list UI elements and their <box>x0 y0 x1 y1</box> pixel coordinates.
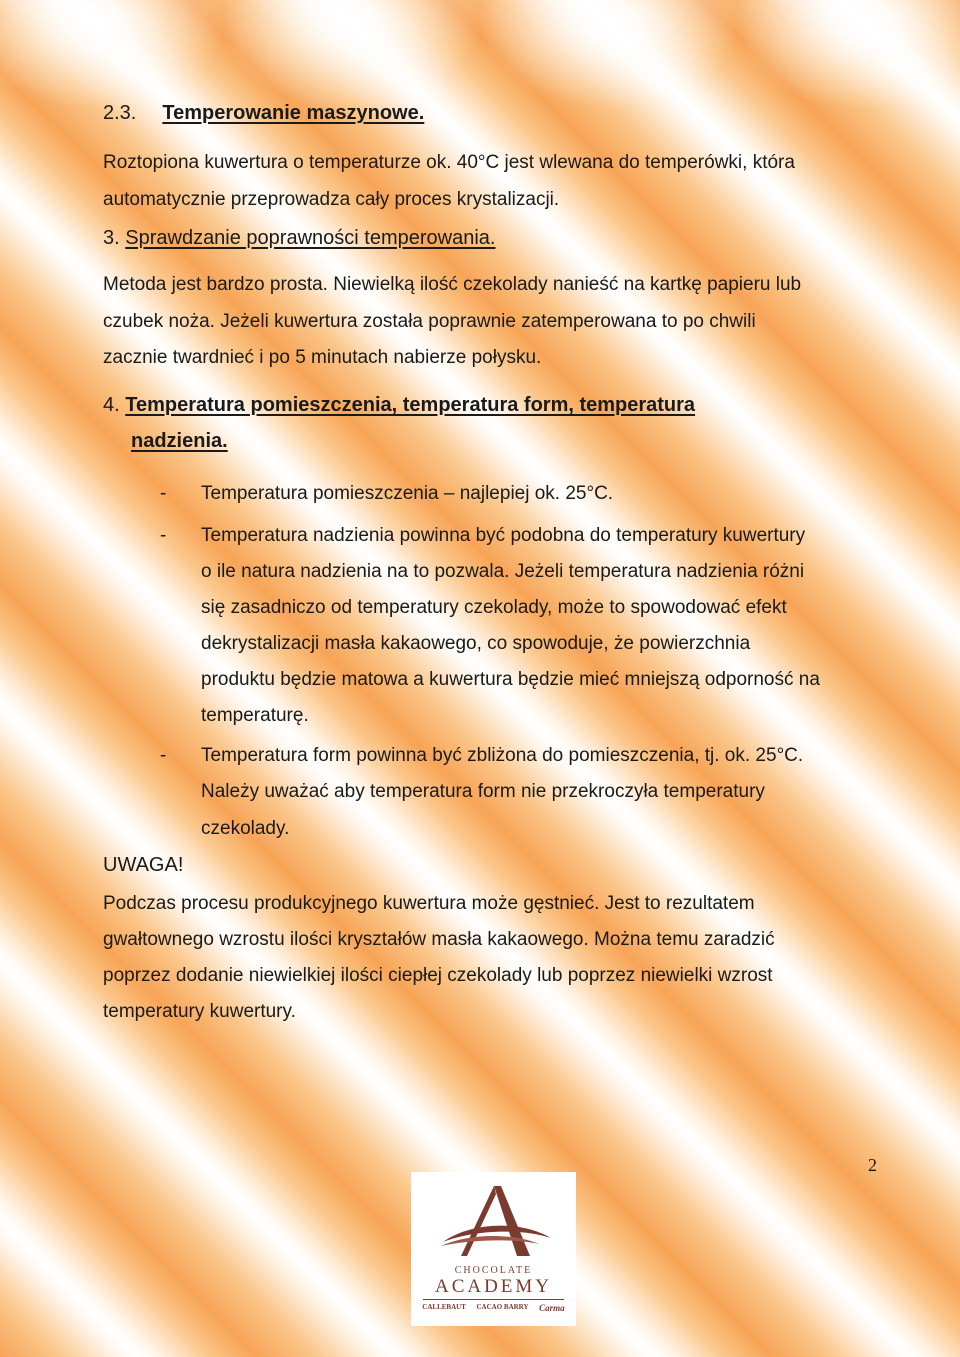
brand-cacao-barry: CACAO BARRY <box>476 1303 529 1311</box>
bullet-line: czekolady. <box>201 818 290 839</box>
warning-line: temperatury kuwertury. <box>103 1001 296 1022</box>
bullet-line: Temperatura pomieszczenia – najlepiej ok. 25°C. <box>201 483 614 504</box>
logo-brands <box>417 1303 570 1313</box>
bullet-line: Temperatura form powinna być zbliżona do pomieszczenia, tj. ok. 25°C. <box>201 745 804 766</box>
bullet-line: temperaturę. <box>201 705 309 726</box>
section-number: 3. <box>103 227 120 249</box>
section-heading-2-3 <box>103 101 424 125</box>
paragraph-line: automatycznie przeprowadza cały proces krystalizacji. <box>103 189 560 210</box>
bullet-line: o ile natura nadzienia na to pozwala. Jeżeli temperatura nadzienia różni <box>201 561 805 582</box>
paragraph-line: Roztopiona kuwertura o temperaturze ok. 40°C jest wlewana do temperówki, która <box>103 152 795 173</box>
bullet-line: się zasadniczo od temperatury czekolady, może to spowodować efekt <box>201 597 787 618</box>
bullet-line: Temperatura nadzienia powinna być podobna do temperatury kuwertury <box>201 525 806 546</box>
section-title: Sprawdzanie poprawności temperowania. <box>125 227 496 249</box>
chocolate-academy-logo <box>411 1172 576 1326</box>
warning-line: gwałtownego wzrostu ilości kryształów masła kakaowego. Można temu zaradzić <box>103 929 775 950</box>
bullet-line: produktu będzie matowa a kuwertura będzie mieć mniejszą odporność na <box>201 669 820 690</box>
paragraph-line: Metoda jest bardzo prosta. Niewielką ilość czekolady nanieść na kartkę papieru lub <box>103 274 802 295</box>
bullet-line: Należy uważać aby temperatura form nie przekroczyła temperatury <box>201 781 765 802</box>
section-number: 2.3. <box>103 102 137 124</box>
warning-line: poprzez dodanie niewielkiej ilości ciepłej czekolady lub poprzez niewielki wzrost <box>103 965 773 986</box>
paragraph-line: czubek noża. Jeżeli kuwertura została poprawnie zatemperowana to po chwili <box>103 311 756 332</box>
brand-carma: Carma <box>539 1303 565 1313</box>
section-title-continuation: nadzienia. <box>131 430 228 452</box>
bullet-dash: - <box>160 483 167 504</box>
warning-line: Podczas procesu produkcyjnego kuwertura może gęstnieć. Jest to rezultatem <box>103 893 755 914</box>
logo-line-2: ACADEMY <box>434 1276 553 1297</box>
bullet-line: dekrystalizacji masła kakaowego, co spowoduje, że powierzchnia <box>201 633 751 654</box>
section-heading-3 <box>103 226 495 250</box>
brand-callebaut: CALLEBAUT <box>422 1303 466 1311</box>
bullet-dash: - <box>160 745 167 766</box>
section-heading-4 <box>103 393 695 417</box>
logo-line-1: CHOCOLATE <box>454 1265 533 1276</box>
page-number: 2 <box>868 1155 877 1175</box>
bullet-dash: - <box>160 525 167 546</box>
section-title: Temperatura pomieszczenia, temperatura form, temperatura <box>125 394 696 416</box>
section-title: Temperowanie maszynowe. <box>162 102 425 124</box>
paragraph-line: zacznie twardnieć i po 5 minutach nabierze połysku. <box>103 347 542 368</box>
section-number: 4. <box>103 394 120 416</box>
warning-title: UWAGA! <box>103 854 184 876</box>
